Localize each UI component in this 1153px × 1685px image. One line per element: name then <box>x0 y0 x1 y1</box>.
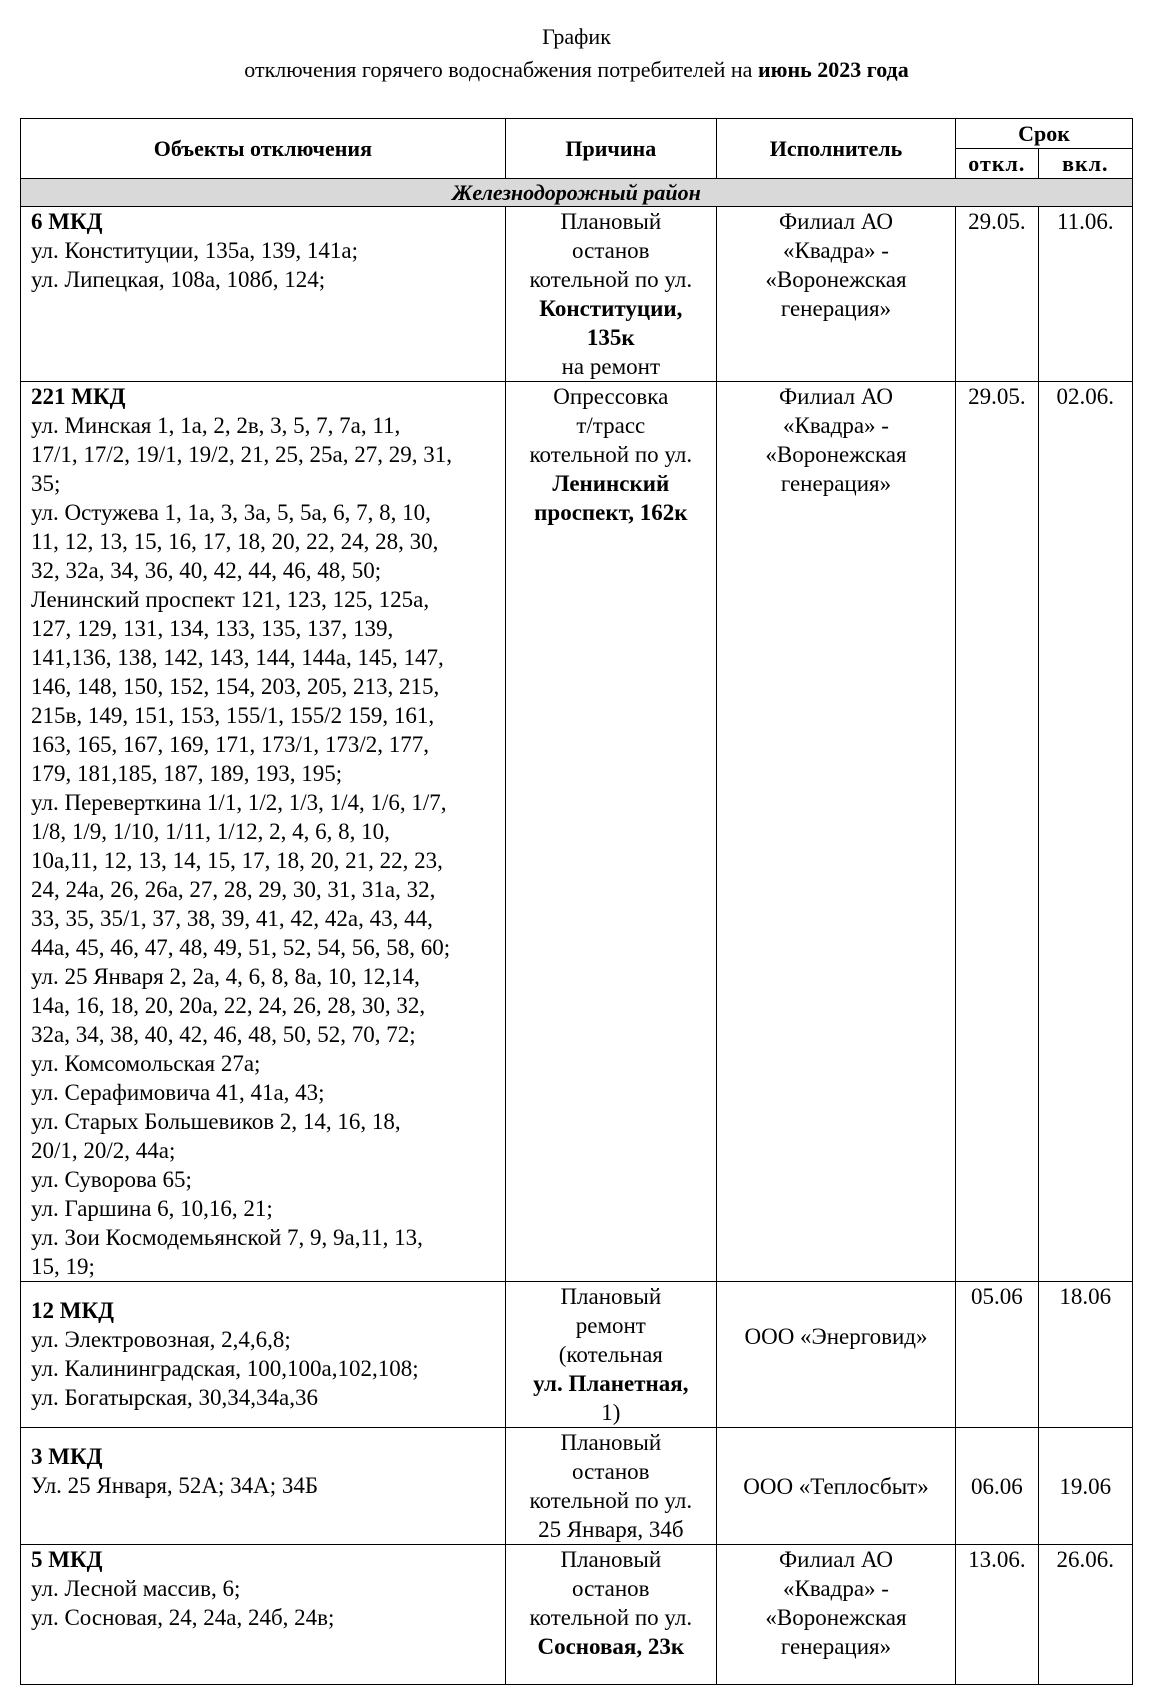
executor-cell <box>716 1545 955 1685</box>
address-line: ул. Конституции, 135а, 139, 141а; <box>31 238 359 263</box>
address-line: 44а, 45, 46, 47, 48, 49, 51, 52, 54, 56, 58, 60; <box>31 935 451 960</box>
date-off: 29.05. <box>956 207 1039 382</box>
reason-line: котельной по ул. <box>529 1488 693 1513</box>
reason-boiler: Конституции, <box>539 296 683 321</box>
reason-boiler: Ленинский <box>552 471 670 496</box>
address-line: 141,136, 138, 142, 143, 144, 144а, 145, 147, <box>31 645 444 670</box>
reason-line: 25 Января, 34б <box>538 1517 684 1542</box>
header-term: Срок <box>956 119 1133 149</box>
reason-line: останов <box>572 1459 650 1484</box>
date-on: 02.06. <box>1038 382 1132 1282</box>
address-line: 15, 19; <box>31 1254 95 1279</box>
address-line: ул. Калининградская, 100,100а,102,108; <box>31 1356 419 1381</box>
executor-cell <box>716 382 955 1282</box>
executor-line: «Квадра» - <box>783 238 889 263</box>
date-on: 26.06. <box>1038 1545 1132 1685</box>
document-title: График <box>542 24 611 49</box>
address-line: Ленинский проспект 121, 123, 125, 125а, <box>31 587 430 612</box>
executor-line: «Воронежская <box>765 267 907 292</box>
executor-line: «Воронежская <box>765 442 907 467</box>
building-count: 3 МКД <box>31 1444 103 1469</box>
table-row <box>21 207 1133 382</box>
reason-line: останов <box>572 238 650 263</box>
table-row <box>21 1545 1133 1685</box>
document-subtitle <box>0 55 1153 85</box>
reason-cell <box>505 382 716 1282</box>
reason-boiler: Сосновая, 23к <box>537 1634 685 1659</box>
address-line: 215в, 149, 151, 153, 155/1, 155/2 159, 161, <box>31 703 435 728</box>
header-reason: Причина <box>505 119 716 179</box>
address-line: 32, 32а, 34, 36, 40, 42, 44, 46, 48, 50; <box>31 558 382 583</box>
header-executor: Исполнитель <box>716 119 955 179</box>
building-count: 5 МКД <box>31 1547 103 1572</box>
reason-boiler: проспект, 162к <box>534 500 688 525</box>
reason-line: Плановый <box>560 1284 662 1309</box>
address-line: 33, 35, 35/1, 37, 38, 39, 41, 42, 42а, 43, 44, <box>31 906 433 931</box>
objects-cell <box>21 1282 506 1428</box>
executor-line: Филиал АО <box>778 1547 893 1572</box>
header-off: откл. <box>956 149 1039 179</box>
date-on: 18.06 <box>1038 1282 1132 1428</box>
address-line: ул. Лесной массив, 6; <box>31 1576 241 1601</box>
reason-line: т/трасс <box>576 413 646 438</box>
address-line: 17/1, 17/2, 19/1, 19/2, 21, 25, 25а, 27, 29, 31, <box>31 442 453 467</box>
executor-line: генерация» <box>780 296 892 321</box>
subtitle-text: отключения горячего водоснабжения потребителей на <box>244 57 758 82</box>
reason-line: Плановый <box>560 1547 662 1572</box>
executor-line: Филиал АО <box>778 209 893 234</box>
reason-line: (котельная <box>558 1342 663 1367</box>
reason-cell <box>505 1428 716 1545</box>
address-line: ул. Остужева 1, 1а, 3, 3а, 5, 5а, 6, 7, 8, 10, <box>31 500 431 525</box>
date-on: 11.06. <box>1038 207 1132 382</box>
address-line: 10а,11, 12, 13, 14, 15, 17, 18, 20, 21, 22, 23, <box>31 848 443 873</box>
executor-line: Филиал АО <box>778 384 893 409</box>
address-line: ул. Липецкая, 108а, 108б, 124; <box>31 267 326 292</box>
building-count: 12 МКД <box>31 1298 114 1323</box>
objects-cell <box>21 207 506 382</box>
reason-cell <box>505 1545 716 1685</box>
address-line: Ул. 25 Января, 52А; 34А; 34Б <box>31 1473 319 1498</box>
address-line: 127, 129, 131, 134, 133, 135, 137, 139, <box>31 616 394 641</box>
subtitle-period: июнь 2023 года <box>757 57 909 82</box>
address-line: 11, 12, 13, 15, 16, 17, 18, 20, 22, 24, 28, 30, <box>31 529 439 554</box>
address-line: 146, 148, 150, 152, 154, 203, 205, 213, 215, <box>31 674 440 699</box>
executor-line: ООО «Теплосбыт» <box>743 1473 929 1499</box>
address-line: 14а, 16, 18, 20, 20а, 22, 24, 26, 28, 30, 32, <box>31 993 426 1018</box>
date-off: 05.06 <box>956 1282 1039 1428</box>
address-line: 163, 165, 167, 169, 171, 173/1, 173/2, 177, <box>31 732 430 757</box>
address-line: 24, 24а, 26, 26а, 27, 28, 29, 30, 31, 31а, 32, <box>31 877 436 902</box>
reason-line: котельной по ул. <box>529 442 693 467</box>
building-count: 221 МКД <box>31 384 126 409</box>
date-off: 29.05. <box>956 382 1039 1282</box>
address-line: ул. Богатырская, 30,34,34а,36 <box>31 1385 319 1410</box>
table-row <box>21 1282 1133 1428</box>
reason-line: Плановый <box>560 1430 662 1455</box>
address-line: ул. Минская 1, 1а, 2, 2в, 3, 5, 7, 7а, 11, <box>31 413 401 438</box>
executor-line: «Воронежская <box>765 1605 907 1630</box>
reason-line: 1) <box>601 1400 621 1425</box>
objects-cell <box>21 382 506 1282</box>
address-line: ул. Сосновая, 24, 24а, 24б, 24в; <box>31 1605 335 1630</box>
address-line: 32а, 34, 38, 40, 42, 46, 48, 50, 52, 70, 72; <box>31 1022 416 1047</box>
address-line: ул. Серафимовича 41, 41а, 43; <box>31 1080 325 1105</box>
executor-line: ООО «Энерговид» <box>744 1324 928 1349</box>
header-on: вкл. <box>1038 149 1132 179</box>
schedule-table <box>20 118 1133 1685</box>
objects-cell <box>21 1545 506 1685</box>
executor-cell <box>716 207 955 382</box>
address-line: ул. 25 Января 2, 2а, 4, 6, 8, 8а, 10, 12,14, <box>31 964 420 989</box>
address-line: ул. Комсомольская 27а; <box>31 1051 261 1076</box>
reason-line: котельной по ул. <box>529 1605 693 1630</box>
address-line: 1/8, 1/9, 1/10, 1/11, 1/12, 2, 4, 6, 8, 10, <box>31 819 390 844</box>
address-line: ул. Гаршина 6, 10,16, 21; <box>31 1196 273 1221</box>
objects-cell <box>21 1428 506 1545</box>
reason-line: Опрессовка <box>553 384 669 409</box>
table-row <box>21 382 1133 1282</box>
reason-line: Плановый <box>560 209 662 234</box>
executor-cell <box>716 1428 955 1545</box>
address-line: 179, 181,185, 187, 189, 193, 195; <box>31 761 343 786</box>
executor-cell <box>716 1282 955 1428</box>
date-on: 19.06 <box>1038 1428 1132 1545</box>
address-line: ул. Электровозная, 2,4,6,8; <box>31 1327 291 1352</box>
address-line: 35; <box>31 471 61 496</box>
executor-line: генерация» <box>780 1634 892 1659</box>
address-line: 20/1, 20/2, 44а; <box>31 1138 176 1163</box>
reason-cell <box>505 1282 716 1428</box>
executor-line: генерация» <box>780 471 892 496</box>
table-row <box>21 1428 1133 1545</box>
reason-line: котельной по ул. <box>529 267 693 292</box>
executor-line: «Квадра» - <box>783 413 889 438</box>
reason-boiler: 135к <box>586 325 635 350</box>
address-line: ул. Переверткина 1/1, 1/2, 1/3, 1/4, 1/6, 1/7, <box>31 790 447 815</box>
building-count: 6 МКД <box>31 209 103 234</box>
address-line: ул. Старых Большевиков 2, 14, 16, 18, <box>31 1109 401 1134</box>
district-row: Железнодорожный район <box>21 179 1133 207</box>
reason-line: ремонт <box>575 1313 646 1338</box>
reason-cell <box>505 207 716 382</box>
date-off: 06.06 <box>956 1428 1039 1545</box>
executor-line: «Квадра» - <box>783 1576 889 1601</box>
reason-line: останов <box>572 1576 650 1601</box>
date-off: 13.06. <box>956 1545 1039 1685</box>
header-objects: Объекты отключения <box>21 119 506 179</box>
address-line: ул. Суворова 65; <box>31 1167 192 1192</box>
reason-boiler: ул. Планетная, <box>533 1371 689 1396</box>
address-line: ул. Зои Космодемьянской 7, 9, 9а,11, 13, <box>31 1225 423 1250</box>
reason-line: на ремонт <box>561 354 660 379</box>
